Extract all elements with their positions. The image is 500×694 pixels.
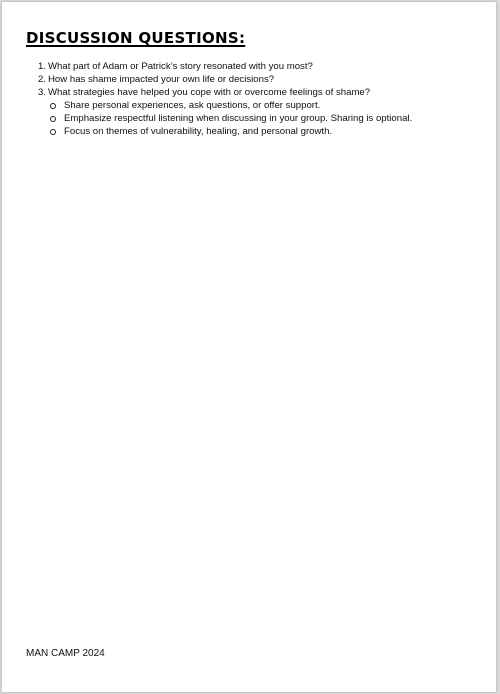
page-footer: MAN CAMP 2024 [26, 648, 105, 659]
sub-point-item [26, 125, 486, 138]
sub-point-item [26, 99, 486, 112]
document-page [2, 2, 496, 692]
discussion-question-list [26, 60, 486, 138]
question-item [26, 60, 486, 73]
question-number: 1. [37, 61, 46, 72]
hollow-circle-bullet-icon [50, 103, 56, 109]
question-text: What part of Adam or Patrick’s story resonated with you most? [48, 61, 313, 72]
sub-point-text: Emphasize respectful listening when discussing in your group. Sharing is optional. [64, 113, 413, 124]
hollow-circle-bullet-icon [50, 116, 56, 122]
page-heading: DISCUSSION QUESTIONS: [26, 29, 246, 47]
question-number: 2. [37, 74, 46, 85]
sub-point-text: Share personal experiences, ask questions, or offer support. [64, 100, 321, 111]
hollow-circle-bullet-icon [50, 129, 56, 135]
question-item [26, 73, 486, 86]
question-item [26, 86, 486, 99]
question-text: How has shame impacted your own life or decisions? [48, 74, 275, 85]
sub-point-item [26, 112, 486, 125]
question-text: What strategies have helped you cope with or overcome feelings of shame? [48, 87, 371, 98]
sub-point-text: Focus on themes of vulnerability, healing, and personal growth. [64, 126, 333, 137]
question-number: 3. [37, 87, 46, 98]
